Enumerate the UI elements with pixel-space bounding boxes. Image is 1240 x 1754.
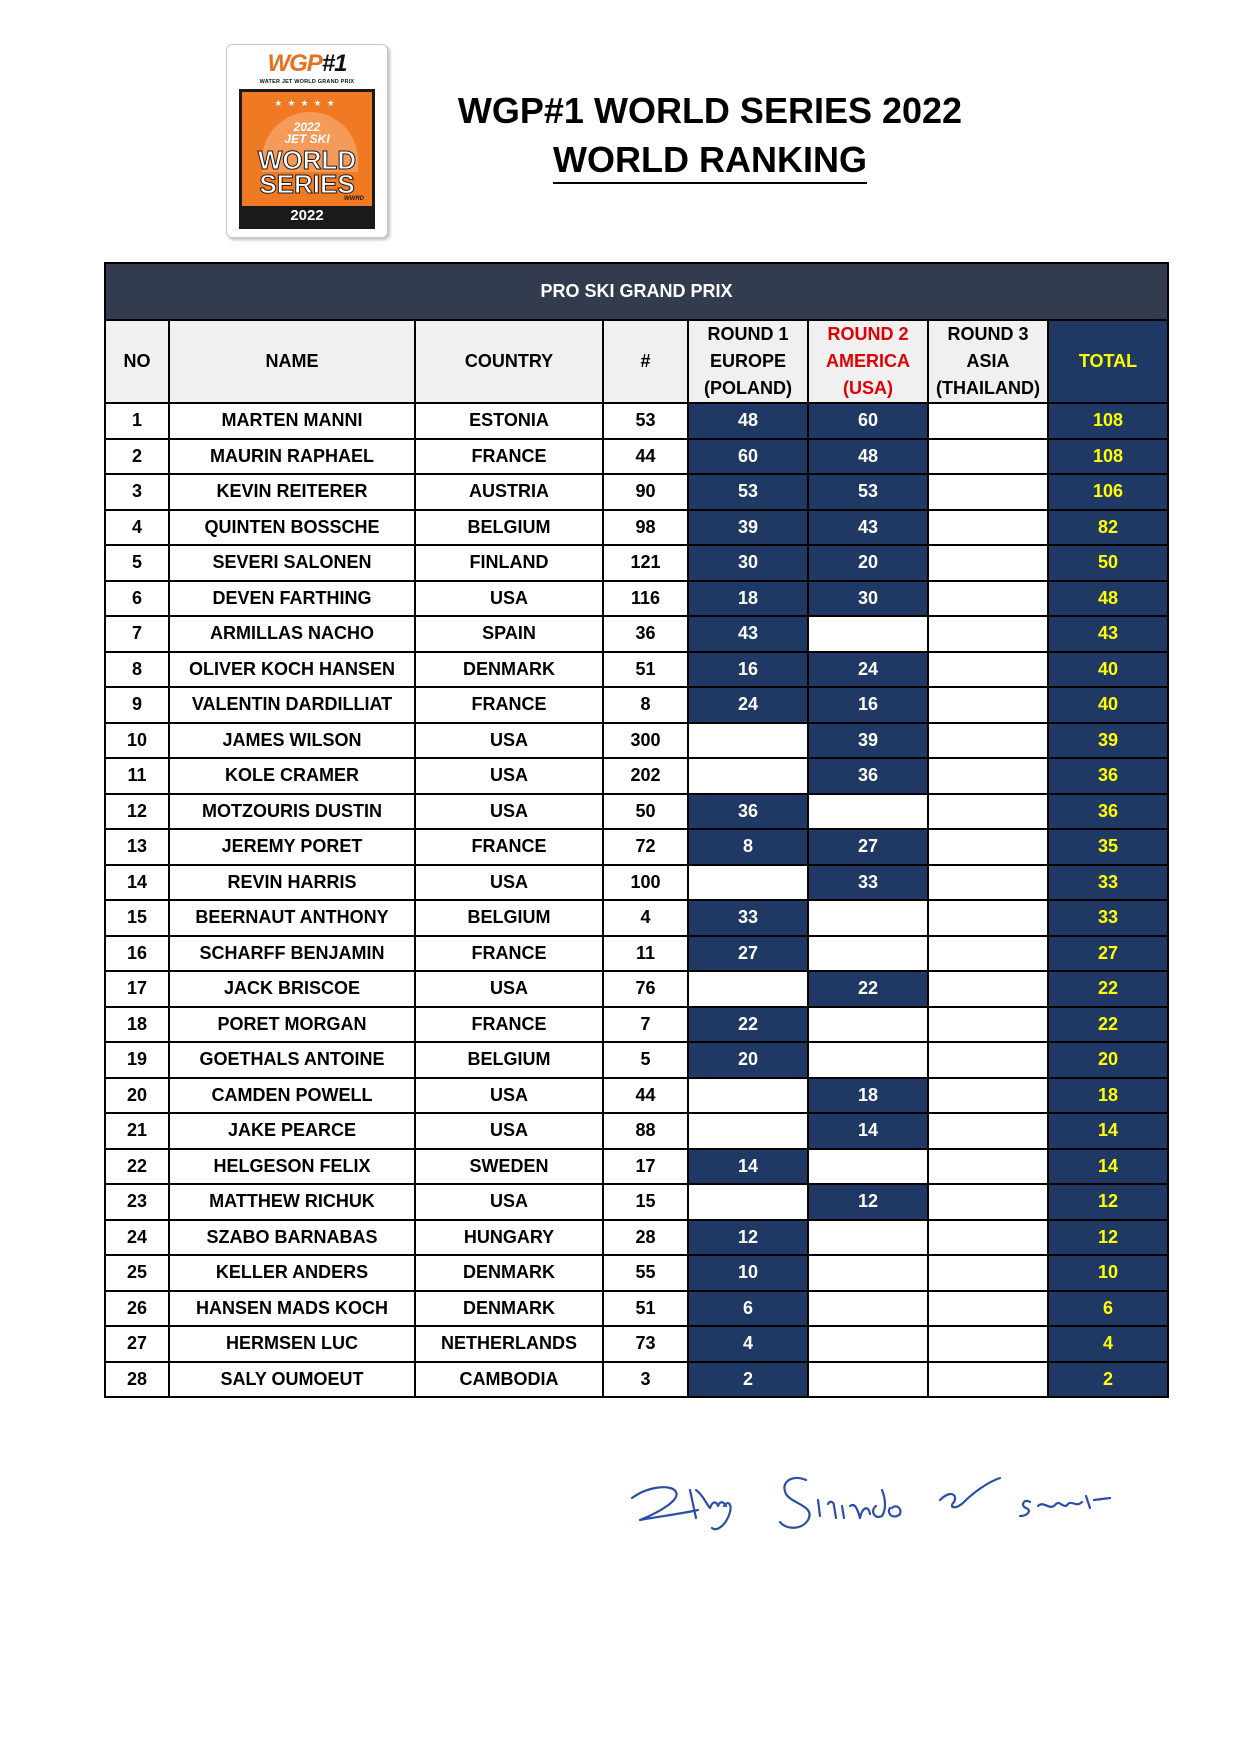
header-round3-line2: ASIA — [966, 351, 1010, 371]
cell-round3 — [928, 865, 1048, 901]
cell-rank: 14 — [105, 865, 169, 901]
cell-number: 72 — [603, 829, 688, 865]
cell-total: 27 — [1048, 936, 1168, 972]
cell-total: 14 — [1048, 1149, 1168, 1185]
cell-round1: 48 — [688, 403, 808, 439]
header-round2 — [808, 320, 928, 403]
cell-country: SWEDEN — [415, 1149, 603, 1185]
header-round1-line2: EUROPE — [709, 351, 787, 371]
cell-number: 51 — [603, 1291, 688, 1327]
cell-name: MAURIN RAPHAEL — [169, 439, 415, 475]
cell-rank: 25 — [105, 1255, 169, 1291]
cell-round2: 36 — [808, 758, 928, 794]
cell-number: 53 — [603, 403, 688, 439]
cell-round2: 43 — [808, 510, 928, 546]
cell-name: MATTHEW RICHUK — [169, 1184, 415, 1220]
cell-rank: 18 — [105, 1007, 169, 1043]
cell-round1 — [688, 758, 808, 794]
cell-name: ARMILLAS NACHO — [169, 616, 415, 652]
cell-round2: 30 — [808, 581, 928, 617]
cell-country: USA — [415, 1113, 603, 1149]
cell-number: 8 — [603, 687, 688, 723]
cell-round2: 12 — [808, 1184, 928, 1220]
cell-rank: 15 — [105, 900, 169, 936]
cell-round1: 30 — [688, 545, 808, 581]
cell-round3 — [928, 1078, 1048, 1114]
logo-wwrd: WWRD — [344, 196, 364, 202]
cell-name: MARTEN MANNI — [169, 403, 415, 439]
cell-name: PORET MORGAN — [169, 1007, 415, 1043]
cell-total: 22 — [1048, 971, 1168, 1007]
cell-rank: 10 — [105, 723, 169, 759]
cell-total: 6 — [1048, 1291, 1168, 1327]
cell-round3 — [928, 829, 1048, 865]
cell-round3 — [928, 1362, 1048, 1398]
cell-name: KOLE CRAMER — [169, 758, 415, 794]
cell-round3 — [928, 474, 1048, 510]
cell-name: SCHARFF BENJAMIN — [169, 936, 415, 972]
cell-country: AUSTRIA — [415, 474, 603, 510]
cell-total: 2 — [1048, 1362, 1168, 1398]
cell-round1 — [688, 1113, 808, 1149]
cell-round1: 24 — [688, 687, 808, 723]
cell-round3 — [928, 652, 1048, 688]
logo-jetski: JET SKI — [284, 132, 330, 146]
cell-rank: 17 — [105, 971, 169, 1007]
cell-round3 — [928, 687, 1048, 723]
cell-round2 — [808, 1326, 928, 1362]
cell-round3 — [928, 1255, 1048, 1291]
cell-name: SALY OUMOEUT — [169, 1362, 415, 1398]
cell-number: 15 — [603, 1184, 688, 1220]
table-row — [105, 652, 1168, 688]
cell-round3 — [928, 1220, 1048, 1256]
cell-name: HELGESON FELIX — [169, 1149, 415, 1185]
cell-number: 50 — [603, 794, 688, 830]
cell-name: HANSEN MADS KOCH — [169, 1291, 415, 1327]
cell-number: 90 — [603, 474, 688, 510]
cell-round1: 39 — [688, 510, 808, 546]
cell-round2: 20 — [808, 545, 928, 581]
cell-round2 — [808, 616, 928, 652]
logo-brand-number: #1 — [321, 50, 347, 77]
cell-round2: 14 — [808, 1113, 928, 1149]
header-name: NAME — [169, 320, 415, 403]
cell-name: SEVERI SALONEN — [169, 545, 415, 581]
cell-total: 33 — [1048, 865, 1168, 901]
cell-name: JAKE PEARCE — [169, 1113, 415, 1149]
header-round3-line3: (THAILAND) — [936, 378, 1040, 398]
cell-country: ESTONIA — [415, 403, 603, 439]
cell-rank: 26 — [105, 1291, 169, 1327]
header-no: NO — [105, 320, 169, 403]
logo-year: 2022 — [242, 206, 372, 226]
logo-series: SERIES — [259, 169, 355, 199]
cell-total: 108 — [1048, 403, 1168, 439]
cell-name: JEREMY PORET — [169, 829, 415, 865]
signatures — [620, 1460, 1140, 1540]
cell-total: 18 — [1048, 1078, 1168, 1114]
header-number: # — [603, 320, 688, 403]
cell-round3 — [928, 794, 1048, 830]
table-row — [105, 829, 1168, 865]
cell-total: 12 — [1048, 1220, 1168, 1256]
cell-country: USA — [415, 1184, 603, 1220]
cell-country: USA — [415, 1078, 603, 1114]
table-row — [105, 723, 1168, 759]
page-subtitle — [420, 138, 1000, 182]
cell-number: 116 — [603, 581, 688, 617]
table-row — [105, 1220, 1168, 1256]
cell-round2: 53 — [808, 474, 928, 510]
cell-round1: 36 — [688, 794, 808, 830]
cell-round2: 27 — [808, 829, 928, 865]
signature-1 — [632, 1487, 731, 1529]
cell-round2 — [808, 794, 928, 830]
cell-country: FRANCE — [415, 936, 603, 972]
cell-country: FRANCE — [415, 1007, 603, 1043]
cell-rank: 11 — [105, 758, 169, 794]
cell-total: 33 — [1048, 900, 1168, 936]
table-row — [105, 616, 1168, 652]
cell-country: USA — [415, 794, 603, 830]
cell-round2 — [808, 1291, 928, 1327]
cell-round2 — [808, 1220, 928, 1256]
cell-country: DENMARK — [415, 1291, 603, 1327]
page-subtitle-text: WORLD RANKING — [553, 139, 867, 184]
cell-number: 44 — [603, 1078, 688, 1114]
table-row — [105, 900, 1168, 936]
table-row — [105, 510, 1168, 546]
cell-round1: 60 — [688, 439, 808, 475]
cell-round1: 2 — [688, 1362, 808, 1398]
cell-name: GOETHALS ANTOINE — [169, 1042, 415, 1078]
cell-name: KELLER ANDERS — [169, 1255, 415, 1291]
cell-round2 — [808, 1149, 928, 1185]
cell-number: 17 — [603, 1149, 688, 1185]
cell-round1 — [688, 1078, 808, 1114]
cell-name: REVIN HARRIS — [169, 865, 415, 901]
cell-rank: 9 — [105, 687, 169, 723]
table-row — [105, 794, 1168, 830]
cell-name: JACK BRISCOE — [169, 971, 415, 1007]
cell-round1: 14 — [688, 1149, 808, 1185]
cell-number: 44 — [603, 439, 688, 475]
cell-round1: 12 — [688, 1220, 808, 1256]
cell-rank: 20 — [105, 1078, 169, 1114]
cell-round2 — [808, 900, 928, 936]
cell-round3 — [928, 936, 1048, 972]
cell-country: USA — [415, 971, 603, 1007]
cell-round1: 22 — [688, 1007, 808, 1043]
cell-number: 100 — [603, 865, 688, 901]
cell-number: 28 — [603, 1220, 688, 1256]
table-row — [105, 1113, 1168, 1149]
cell-country: USA — [415, 723, 603, 759]
logo-header — [233, 49, 381, 89]
table-row — [105, 971, 1168, 1007]
category-header: PRO SKI GRAND PRIX — [105, 263, 1168, 320]
signature-3 — [940, 1478, 1000, 1507]
cell-number: 36 — [603, 616, 688, 652]
cell-country: USA — [415, 865, 603, 901]
header-round2-line3: (USA) — [843, 378, 893, 398]
column-headers — [105, 320, 1168, 403]
cell-country: SPAIN — [415, 616, 603, 652]
logo-brand: WGP — [267, 50, 322, 77]
logo-subtitle: WATER JET WORLD GRAND PRIX — [259, 79, 355, 85]
cell-round3 — [928, 723, 1048, 759]
table-row — [105, 1255, 1168, 1291]
cell-round3 — [928, 900, 1048, 936]
cell-number: 202 — [603, 758, 688, 794]
table-row — [105, 474, 1168, 510]
cell-total: 10 — [1048, 1255, 1168, 1291]
cell-round2 — [808, 1007, 928, 1043]
cell-country: FRANCE — [415, 687, 603, 723]
cell-round1: 33 — [688, 900, 808, 936]
table-row — [105, 1362, 1168, 1398]
cell-round2: 33 — [808, 865, 928, 901]
cell-round3 — [928, 581, 1048, 617]
header-round2-line1: ROUND 2 — [827, 324, 909, 344]
cell-round3 — [928, 971, 1048, 1007]
signature-4 — [1020, 1496, 1110, 1516]
table-row — [105, 1291, 1168, 1327]
table-row — [105, 581, 1168, 617]
cell-country: FINLAND — [415, 545, 603, 581]
cell-rank: 3 — [105, 474, 169, 510]
table-row — [105, 1326, 1168, 1362]
header-round3 — [928, 320, 1048, 403]
cell-number: 88 — [603, 1113, 688, 1149]
table-row — [105, 1078, 1168, 1114]
cell-total: 35 — [1048, 829, 1168, 865]
cell-number: 11 — [603, 936, 688, 972]
cell-round1: 27 — [688, 936, 808, 972]
cell-round1: 53 — [688, 474, 808, 510]
table-row — [105, 403, 1168, 439]
cell-rank: 27 — [105, 1326, 169, 1362]
cell-rank: 8 — [105, 652, 169, 688]
logo-world: WORLD — [257, 145, 357, 175]
logo-stars-icon: ★★★★★ — [274, 98, 340, 108]
cell-round3 — [928, 403, 1048, 439]
cell-round2: 22 — [808, 971, 928, 1007]
cell-round2: 60 — [808, 403, 928, 439]
table-row — [105, 545, 1168, 581]
cell-total: 39 — [1048, 723, 1168, 759]
cell-total: 106 — [1048, 474, 1168, 510]
cell-total: 40 — [1048, 652, 1168, 688]
cell-name: SZABO BARNABAS — [169, 1220, 415, 1256]
cell-round1: 18 — [688, 581, 808, 617]
cell-round3 — [928, 1113, 1048, 1149]
cell-round3 — [928, 439, 1048, 475]
cell-total: 22 — [1048, 1007, 1168, 1043]
cell-total: 12 — [1048, 1184, 1168, 1220]
cell-rank: 21 — [105, 1113, 169, 1149]
cell-name: BEERNAUT ANTHONY — [169, 900, 415, 936]
header-round3-line1: ROUND 3 — [947, 324, 1029, 344]
cell-number: 98 — [603, 510, 688, 546]
cell-name: DEVEN FARTHING — [169, 581, 415, 617]
cell-round2: 24 — [808, 652, 928, 688]
cell-total: 82 — [1048, 510, 1168, 546]
cell-total: 40 — [1048, 687, 1168, 723]
cell-country: NETHERLANDS — [415, 1326, 603, 1362]
logo-badge — [239, 89, 375, 229]
cell-country: BELGIUM — [415, 900, 603, 936]
cell-name: OLIVER KOCH HANSEN — [169, 652, 415, 688]
cell-round2: 16 — [808, 687, 928, 723]
logo-year-small: 2022 — [293, 120, 321, 134]
table-row — [105, 1149, 1168, 1185]
cell-rank: 28 — [105, 1362, 169, 1398]
cell-round2: 39 — [808, 723, 928, 759]
cell-country: FRANCE — [415, 439, 603, 475]
cell-name: CAMDEN POWELL — [169, 1078, 415, 1114]
cell-name: JAMES WILSON — [169, 723, 415, 759]
cell-country: DENMARK — [415, 652, 603, 688]
cell-number: 76 — [603, 971, 688, 1007]
cell-total: 43 — [1048, 616, 1168, 652]
signature-2 — [780, 1478, 900, 1528]
cell-rank: 13 — [105, 829, 169, 865]
cell-round2 — [808, 936, 928, 972]
cell-rank: 16 — [105, 936, 169, 972]
cell-rank: 23 — [105, 1184, 169, 1220]
cell-rank: 1 — [105, 403, 169, 439]
cell-total: 14 — [1048, 1113, 1168, 1149]
cell-rank: 7 — [105, 616, 169, 652]
cell-name: QUINTEN BOSSCHE — [169, 510, 415, 546]
cell-rank: 6 — [105, 581, 169, 617]
cell-round1 — [688, 1184, 808, 1220]
cell-round3 — [928, 1007, 1048, 1043]
header-round2-line2: AMERICA — [826, 351, 910, 371]
cell-rank: 24 — [105, 1220, 169, 1256]
cell-number: 73 — [603, 1326, 688, 1362]
ranking-table — [104, 262, 1169, 1398]
cell-round2 — [808, 1255, 928, 1291]
header-round1-line1: ROUND 1 — [707, 324, 789, 344]
cell-total: 36 — [1048, 758, 1168, 794]
cell-number: 5 — [603, 1042, 688, 1078]
cell-round1 — [688, 971, 808, 1007]
table-row — [105, 439, 1168, 475]
cell-round1: 6 — [688, 1291, 808, 1327]
cell-round2: 48 — [808, 439, 928, 475]
cell-total: 50 — [1048, 545, 1168, 581]
page-title: WGP#1 WORLD SERIES 2022 — [457, 90, 963, 131]
header-country: COUNTRY — [415, 320, 603, 403]
cell-rank: 22 — [105, 1149, 169, 1185]
cell-country: CAMBODIA — [415, 1362, 603, 1398]
cell-round2 — [808, 1042, 928, 1078]
table-row — [105, 1007, 1168, 1043]
cell-round3 — [928, 1042, 1048, 1078]
cell-name: HERMSEN LUC — [169, 1326, 415, 1362]
cell-round1: 10 — [688, 1255, 808, 1291]
cell-name: MOTZOURIS DUSTIN — [169, 794, 415, 830]
cell-country: HUNGARY — [415, 1220, 603, 1256]
cell-total: 4 — [1048, 1326, 1168, 1362]
cell-round3 — [928, 1326, 1048, 1362]
cell-rank: 12 — [105, 794, 169, 830]
cell-round3 — [928, 616, 1048, 652]
cell-round1: 4 — [688, 1326, 808, 1362]
table-row — [105, 687, 1168, 723]
cell-total: 48 — [1048, 581, 1168, 617]
cell-number: 4 — [603, 900, 688, 936]
cell-country: DENMARK — [415, 1255, 603, 1291]
cell-country: FRANCE — [415, 829, 603, 865]
ranking-rows — [105, 403, 1168, 1397]
table-row — [105, 865, 1168, 901]
cell-rank: 19 — [105, 1042, 169, 1078]
cell-round1: 20 — [688, 1042, 808, 1078]
cell-rank: 2 — [105, 439, 169, 475]
cell-round1: 16 — [688, 652, 808, 688]
cell-round3 — [928, 758, 1048, 794]
cell-number: 3 — [603, 1362, 688, 1398]
cell-name: VALENTIN DARDILLIAT — [169, 687, 415, 723]
cell-rank: 4 — [105, 510, 169, 546]
cell-rank: 5 — [105, 545, 169, 581]
cell-number: 121 — [603, 545, 688, 581]
cell-round3 — [928, 1184, 1048, 1220]
cell-country: BELGIUM — [415, 1042, 603, 1078]
header-round1-line3: (POLAND) — [704, 378, 792, 398]
cell-round1 — [688, 865, 808, 901]
table-row — [105, 936, 1168, 972]
table-row — [105, 1042, 1168, 1078]
cell-round2 — [808, 1362, 928, 1398]
cell-name: KEVIN REITERER — [169, 474, 415, 510]
cell-round2: 18 — [808, 1078, 928, 1114]
cell-total: 36 — [1048, 794, 1168, 830]
header-total: TOTAL — [1048, 320, 1168, 403]
cell-number: 51 — [603, 652, 688, 688]
cell-number: 7 — [603, 1007, 688, 1043]
cell-total: 20 — [1048, 1042, 1168, 1078]
table-row — [105, 758, 1168, 794]
cell-number: 300 — [603, 723, 688, 759]
cell-country: BELGIUM — [415, 510, 603, 546]
wgp-logo — [226, 44, 388, 238]
cell-round3 — [928, 1291, 1048, 1327]
cell-round3 — [928, 545, 1048, 581]
cell-total: 108 — [1048, 439, 1168, 475]
header-round1 — [688, 320, 808, 403]
table-row — [105, 1184, 1168, 1220]
cell-country: USA — [415, 758, 603, 794]
cell-round3 — [928, 510, 1048, 546]
cell-round1: 43 — [688, 616, 808, 652]
cell-number: 55 — [603, 1255, 688, 1291]
cell-round1 — [688, 723, 808, 759]
cell-round3 — [928, 1149, 1048, 1185]
cell-round1: 8 — [688, 829, 808, 865]
cell-country: USA — [415, 581, 603, 617]
